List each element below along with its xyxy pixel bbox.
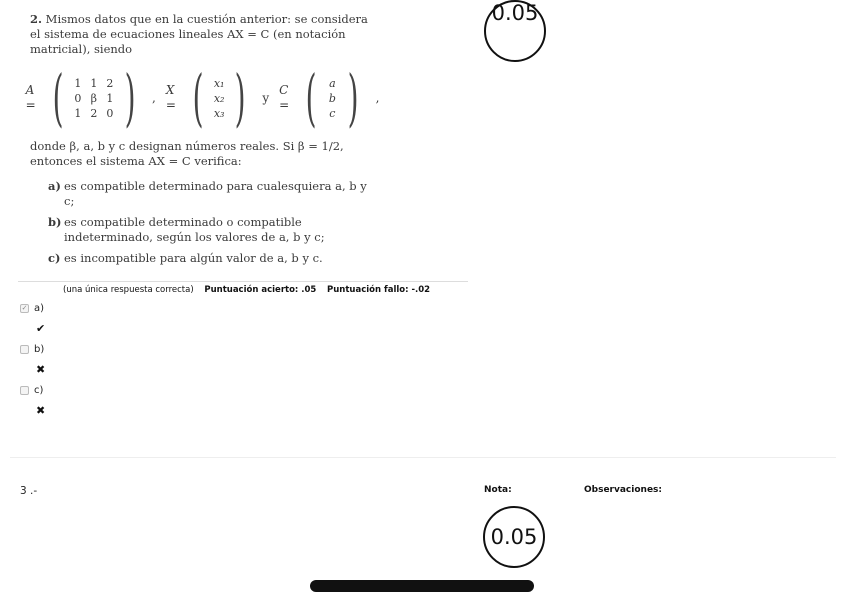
vector-x-entry: x₂ xyxy=(213,91,225,105)
matrix-a-entry: 0 xyxy=(74,91,82,105)
matrix-a-entry: 1 xyxy=(74,106,82,120)
answer-a xyxy=(20,298,45,318)
divider xyxy=(18,281,468,282)
question-options xyxy=(30,179,375,266)
cross-icon: ✖ xyxy=(36,363,46,376)
answer-label: c) xyxy=(34,384,44,396)
option-letter: c) xyxy=(48,251,61,265)
vector-c-entry: a xyxy=(329,76,336,90)
matrix-a-entry: 0 xyxy=(106,106,114,120)
question-intro xyxy=(30,12,375,57)
answer-list xyxy=(20,298,45,421)
option-text: es compatible determinado o compatible indeterminado, según los valores de a, b y c; xyxy=(64,215,325,244)
redaction-stroke xyxy=(310,580,534,592)
matrix-a-entry: 2 xyxy=(106,76,114,90)
option-a xyxy=(48,179,375,209)
matrix-a-entry: β xyxy=(90,91,98,105)
score-top-value: 0.05 xyxy=(491,1,539,25)
answer-b xyxy=(20,339,45,359)
cross-icon: ✖ xyxy=(36,404,46,417)
question-number: 2. xyxy=(30,12,43,26)
vector-c: ( a b c ) xyxy=(305,61,359,134)
observations-label: Observaciones: xyxy=(584,485,663,495)
answer-c-checkbox[interactable] xyxy=(20,386,29,395)
matrix-a-entry: 1 xyxy=(74,76,82,90)
matrix-a: ( 1 1 2 0 β 1 1 2 0 ) xyxy=(52,61,136,134)
vector-x-entry: x₁ xyxy=(213,76,225,90)
score-stamp-top xyxy=(484,0,546,62)
option-text: es compatible determinado para cualesquiera a, b y c; xyxy=(64,179,367,208)
scoring-wrong: Puntuación fallo: -.02 xyxy=(327,285,431,295)
option-letter: a) xyxy=(48,179,61,193)
vector-x-label: X = xyxy=(165,83,176,112)
question-intro-text: Mismos datos que en la cuestión anterior: se considera el sistema de ecuaciones lineales AX = C (en notación matricial), siendo xyxy=(30,12,368,56)
next-question-number: 3 .- xyxy=(20,485,38,497)
answer-c xyxy=(20,380,45,400)
matrix-a-entry: 2 xyxy=(90,106,98,120)
option-text: es incompatible para algún valor de a, b y c. xyxy=(64,251,323,265)
matrix-a-label: A = xyxy=(25,83,36,112)
scoring-note: (una única respuesta correcta) xyxy=(63,285,194,295)
option-c xyxy=(48,251,375,266)
grade-label: Nota: xyxy=(484,485,512,495)
option-letter: b) xyxy=(48,215,62,229)
vector-c-entry: c xyxy=(329,106,336,120)
vector-c-label: C = xyxy=(279,83,290,112)
matrix-equation: A = ( 1 1 2 0 β 1 1 2 0 ) , X = ( x₁ x₂ x₃ ) y C = ( a b c ) , xyxy=(25,61,380,134)
matrix-a-entry: 1 xyxy=(106,91,114,105)
scoring-info xyxy=(63,285,430,295)
matrix-a-entry: 1 xyxy=(90,76,98,90)
answer-label: b) xyxy=(34,343,45,355)
section-divider xyxy=(10,457,836,458)
score-stamp-bottom xyxy=(483,506,545,568)
question-condition: donde β, a, b y c designan números reales. Si β = 1/2, entonces el sistema AX = C verifica: xyxy=(30,139,344,168)
question-scan xyxy=(25,12,380,266)
connector: y xyxy=(262,90,270,105)
answer-label: a) xyxy=(34,302,45,314)
vector-x-entry: x₃ xyxy=(213,106,225,120)
checkmark-icon: ✔ xyxy=(36,322,46,335)
answer-a-checkbox[interactable]: ✓ xyxy=(21,304,28,312)
scoring-correct: Puntuación acierto: .05 xyxy=(204,285,317,295)
vector-x: ( x₁ x₂ x₃ ) xyxy=(192,61,246,134)
vector-c-entry: b xyxy=(328,91,336,105)
option-b xyxy=(48,215,375,245)
score-bottom-value: 0.05 xyxy=(490,525,538,549)
answer-b-checkbox[interactable] xyxy=(20,345,29,354)
